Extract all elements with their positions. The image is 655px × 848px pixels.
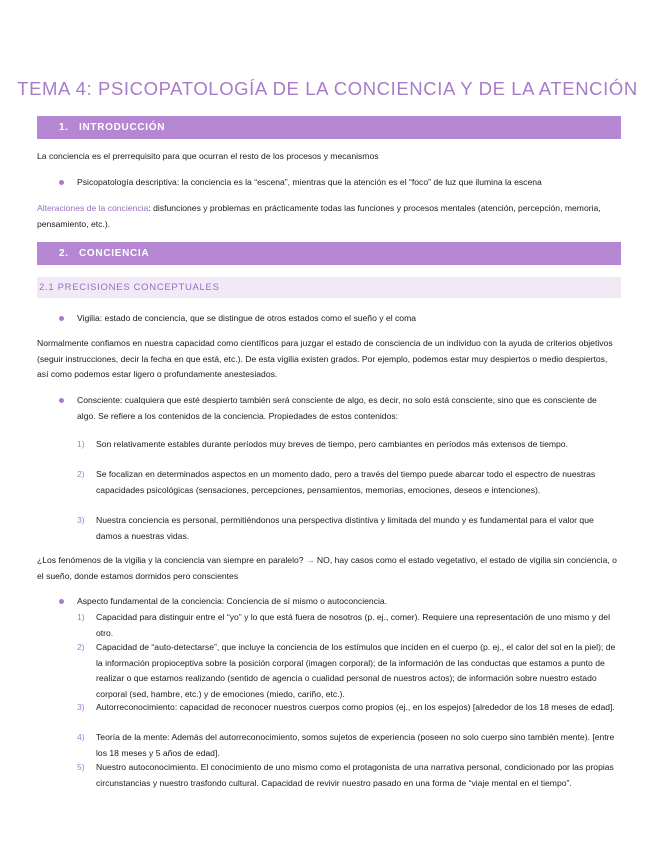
vigilia-paragraph: Normalmente confiamos en nuestra capacidad como científicos para juzgar el estado de consciencia de un individuo con la ayuda de criterios objetivos (seguir instrucciones, decir la fecha en que está, etc.). De esta vigilia existen grados. Por ejemplo, podemos estar muy despiertos o medio despiertos, así como podemos estar ligero o profundamente anestesiados. (37, 338, 613, 379)
alteraciones-paragraph (37, 201, 607, 232)
alteraciones-text: : disfunciones y problemas en prácticamente todas las funciones y procesos mentales (atención, percepción, memoria, pensamiento, etc.). (37, 203, 601, 229)
aspecto-item: Capacidad para distinguir entre el “yo” y lo que está fuera de nosotros (p. ej., comer). Requiere una representación de uno mismo y del otro. (96, 612, 610, 638)
bullet-vigilia: Vigilia: estado de conciencia, que se distingue de otros estados como el sueño y el coma (77, 313, 417, 323)
bullet-psicopatologia: Psicopatología descriptiva: la conciencia es la “escena”, mientras que la atención es el “foco” de luz que ilumina la escena (77, 177, 542, 187)
bullet-dot (59, 316, 64, 321)
bullet-aspecto: Aspecto fundamental de la conciencia: Conciencia de sí mismo o autoconciencia. (77, 596, 388, 606)
aspecto-number: 4) (77, 732, 85, 742)
answer-text: NO, hay casos como el estado vegetativo, el estado de vigilia sin conciencia, o el sueño, donde estamos dormidos pero conscientes (37, 555, 617, 581)
bullet-consciente: Consciente: cualquiera que esté despierto también será consciente de algo, es decir, no solo está consciente, sino que es consciente de algo. Se refiere a los contenidos de la conciencia. Propiedades de estos contenidos: (77, 395, 597, 421)
arrow-right-icon: → (305, 555, 315, 565)
bullet-dot (59, 398, 64, 403)
intro-paragraph: La conciencia es el prerrequisito para que ocurran el resto de los procesos y mecanismos (37, 151, 379, 161)
section-heading-conciencia (37, 242, 621, 265)
bullet-dot (59, 180, 64, 185)
alteraciones-label: Alteraciones de la conciencia (37, 203, 149, 213)
prop-item: Se focalizan en determinados aspectos en un momento dado, pero a través del tiempo puede abarcar todo el espectro de nuestras capacidades psicológicas (sensaciones, percepciones, pensamientos, memorias, emociones, deseos e intenciones). (96, 469, 596, 495)
aspecto-number: 2) (77, 642, 85, 652)
section-label: CONCIENCIA (79, 248, 150, 259)
bullet-dot (59, 599, 64, 604)
section-heading-introduccion (37, 116, 621, 139)
section-number: 2. (59, 248, 69, 259)
question-text: ¿Los fenómenos de la vigilia y la conciencia van siempre en paralelo? (37, 555, 306, 565)
aspecto-number: 5) (77, 762, 85, 772)
prop-number: 2) (77, 469, 85, 479)
prop-number: 3) (77, 515, 85, 525)
prop-item: Son relativamente estables durante períodos muy breves de tiempo, pero cambiantes en períodos más extensos de tiempo. (96, 439, 568, 449)
aspecto-number: 1) (77, 612, 85, 622)
page-title: TEMA 4: PSICOPATOLOGÍA DE LA CONCIENCIA Y DE LA ATENCIÓN (17, 78, 638, 99)
question-paragraph (37, 553, 620, 584)
section-number: 1. (59, 122, 69, 133)
prop-item: Nuestra conciencia es personal, permitiéndonos una perspectiva distintiva y limitada del mundo y es fundamental para el valor que damos a nuestras vidas. (96, 515, 594, 541)
aspecto-item: Teoría de la mente: Además del autorreconocimiento, somos sujetos de experiencia (poseen no solo cuerpo sino también mente). [entre los 18 meses y 5 años de edad]. (96, 732, 615, 758)
aspecto-number: 3) (77, 702, 85, 712)
subheading-precisiones: 2.1 PRECISIONES CONCEPTUALES (37, 277, 621, 298)
aspecto-item: Capacidad de “auto-detectarse”, que incluye la conciencia de los estímulos que inciden en el cuerpo (p. ej., el calor del sol en la piel); de la información propioceptiva sobre la posición corporal (imagen corporal); de la información de las conductas que estamos a punto de realizar o que estamos realizando (sentido de agencia o cualidad personal de nuestros actos); de información sobre nuestro estado corporal (sed, hambre, etc.) y de emociones (miedo, cariño, etc.). (96, 642, 616, 699)
aspecto-item: Autorreconocimiento: capacidad de reconocer nuestros cuerpos como propios (ej., en los espejos) [alrededor de los 18 meses de edad]. (96, 702, 615, 712)
prop-number: 1) (77, 439, 85, 449)
section-label: INTRODUCCIÓN (79, 122, 166, 133)
aspecto-item: Nuestro autoconocimiento. El conocimiento de uno mismo como el protagonista de una narrativa personal, condicionado por las propias circunstancias y nuestro trasfondo cultural. Capacidad de revivir nuestro pasado en una forma de “viaje mental en el tiempo”. (96, 762, 614, 788)
